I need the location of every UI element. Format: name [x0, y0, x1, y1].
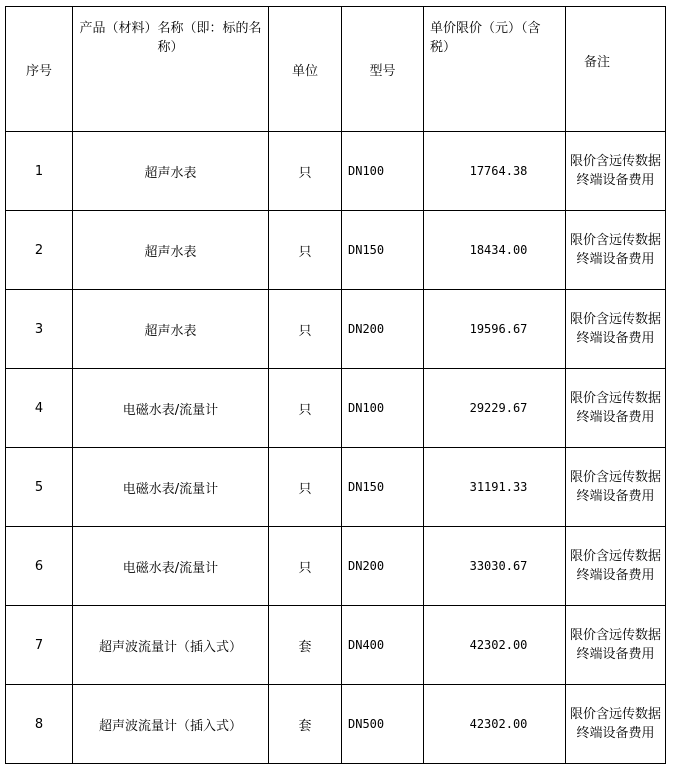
header-row [6, 7, 666, 132]
table-row [6, 211, 666, 290]
cell-unit: 只 [269, 132, 342, 211]
cell-unit: 只 [269, 211, 342, 290]
header-product-name: 产品（材料）名称（即：标的名称） [73, 7, 269, 132]
cell-note: 限价含远传数据终端设备费用 [566, 369, 666, 448]
header-note: 备注 [566, 7, 666, 132]
header-model: 型号 [342, 7, 424, 132]
cell-unit: 只 [269, 290, 342, 369]
cell-unit: 只 [269, 369, 342, 448]
cell-unit-price: 19596.67 [424, 290, 566, 369]
cell-unit-price: 33030.67 [424, 527, 566, 606]
cell-no: 4 [6, 369, 73, 448]
cell-unit-price: 31191.33 [424, 448, 566, 527]
cell-no: 8 [6, 685, 73, 764]
cell-model: DN150 [342, 211, 424, 290]
cell-unit: 套 [269, 685, 342, 764]
cell-no: 1 [6, 132, 73, 211]
table-row [6, 527, 666, 606]
cell-note: 限价含远传数据终端设备费用 [566, 527, 666, 606]
cell-unit-price: 18434.00 [424, 211, 566, 290]
cell-model: DN100 [342, 369, 424, 448]
cell-note: 限价含远传数据终端设备费用 [566, 211, 666, 290]
cell-no: 7 [6, 606, 73, 685]
table-row [6, 132, 666, 211]
cell-product-name: 超声波流量计（插入式） [73, 606, 269, 685]
cell-product-name: 超声水表 [73, 290, 269, 369]
cell-unit: 只 [269, 448, 342, 527]
cell-note: 限价含远传数据终端设备费用 [566, 448, 666, 527]
header-unit-price: 单价限价（元）（含税） [424, 7, 566, 132]
cell-product-name: 电磁水表/流量计 [73, 369, 269, 448]
header-no: 序号 [6, 7, 73, 132]
cell-note: 限价含远传数据终端设备费用 [566, 132, 666, 211]
cell-model: DN100 [342, 132, 424, 211]
price-limit-table [5, 6, 666, 764]
cell-no: 5 [6, 448, 73, 527]
cell-note: 限价含远传数据终端设备费用 [566, 290, 666, 369]
cell-model: DN400 [342, 606, 424, 685]
cell-product-name: 超声水表 [73, 132, 269, 211]
cell-no: 6 [6, 527, 73, 606]
cell-unit: 只 [269, 527, 342, 606]
cell-unit-price: 42302.00 [424, 606, 566, 685]
cell-note: 限价含远传数据终端设备费用 [566, 606, 666, 685]
cell-product-name: 超声水表 [73, 211, 269, 290]
cell-unit-price: 42302.00 [424, 685, 566, 764]
cell-no: 2 [6, 211, 73, 290]
cell-model: DN500 [342, 685, 424, 764]
cell-unit-price: 29229.67 [424, 369, 566, 448]
table-row [6, 685, 666, 764]
cell-product-name: 电磁水表/流量计 [73, 527, 269, 606]
cell-no: 3 [6, 290, 73, 369]
cell-model: DN200 [342, 527, 424, 606]
cell-unit-price: 17764.38 [424, 132, 566, 211]
cell-model: DN200 [342, 290, 424, 369]
cell-product-name: 超声波流量计（插入式） [73, 685, 269, 764]
table-row [6, 606, 666, 685]
cell-model: DN150 [342, 448, 424, 527]
cell-note: 限价含远传数据终端设备费用 [566, 685, 666, 764]
table-row [6, 290, 666, 369]
header-unit: 单位 [269, 7, 342, 132]
table-row [6, 369, 666, 448]
table-row [6, 448, 666, 527]
cell-product-name: 电磁水表/流量计 [73, 448, 269, 527]
cell-unit: 套 [269, 606, 342, 685]
